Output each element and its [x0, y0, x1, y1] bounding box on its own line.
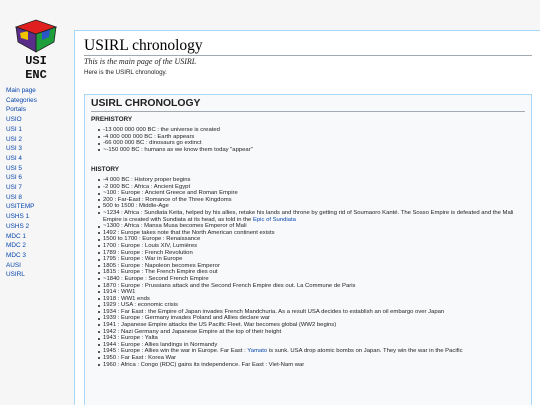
- title-divider: [84, 55, 532, 56]
- history-item: [98, 315, 526, 322]
- history-item-text: 1700 : Europe : Louis XIV, Lumières: [103, 242, 198, 249]
- history-item-text: 1918 : WW1 ends: [103, 295, 150, 302]
- history-item-text: 1914 : WW1: [103, 289, 136, 296]
- history-item: [98, 236, 526, 243]
- history-item-text: 1939 : Europe : Germany invades Poland and Allies declare war: [103, 315, 270, 322]
- sidebar-link[interactable]: USI 2: [6, 135, 22, 143]
- sidebar-link[interactable]: USHS 1: [6, 213, 30, 221]
- history-item-text: 1805 : Europe : Napoleon becomes Emperor: [103, 262, 220, 269]
- history-item-text: 1934 : Far East : the Empire of Japan invades French Mandchuria. As a result USA decides to establish an oil embargo over Japan: [103, 308, 445, 315]
- sidebar-link[interactable]: USITEMP: [6, 203, 35, 211]
- history-item: [98, 256, 526, 263]
- prehistory-item: ~-150 000 BC : humans as we know them today "appear": [98, 147, 526, 154]
- history-item: [98, 283, 526, 290]
- history-item-link[interactable]: Epic of Sundiata: [252, 216, 296, 223]
- history-item: [98, 269, 526, 276]
- history-item-text: 1500 to 1700 : Europe : Renaissance: [103, 236, 201, 243]
- history-item: [98, 309, 526, 316]
- history-item-text: ~1300 : Africa : Mansa Musa becomes Emperor of Mali: [103, 223, 247, 230]
- history-item-text: 500 to 1500 : Middle-Age: [103, 203, 169, 210]
- history-item: [98, 302, 526, 309]
- section-heading-prehistory: PREHISTORY: [91, 116, 133, 123]
- sidebar-link[interactable]: USI 7: [6, 184, 22, 192]
- history-item: [98, 335, 526, 342]
- page-tagline: This is the main page of the USIRL: [84, 57, 197, 66]
- history-list: [98, 177, 526, 368]
- sidebar-link[interactable]: Portals: [6, 106, 26, 114]
- history-item-text: 1943 : Europe : Yalta: [103, 335, 158, 342]
- sidebar-link[interactable]: Categories: [6, 96, 37, 104]
- history-item-text: 1950 : Far East : Korea War: [103, 355, 177, 362]
- sidebar: [0, 0, 74, 405]
- history-item-text-after: is sunk. USA drop atomic bombs on Japan. They win the war in the Pacific: [267, 348, 463, 355]
- sidebar-link[interactable]: USIO: [6, 116, 22, 124]
- history-item-link[interactable]: Yamato: [247, 348, 268, 355]
- sidebar-link[interactable]: MDC 3: [6, 251, 26, 259]
- sidebar-link[interactable]: MDC 1: [6, 232, 26, 240]
- history-item: [98, 203, 526, 210]
- site-logo[interactable]: [6, 18, 66, 82]
- history-item-text: 1789 : Europe : French Revolution: [103, 249, 193, 256]
- history-item-text: ~1840 : Europe : Second French Empire: [103, 275, 209, 282]
- history-item-text: 1870 : Europe : Prussians attack and the Second French Empire dies out. La Commune de Paris: [103, 282, 356, 289]
- history-item: [98, 322, 526, 329]
- history-item: [98, 177, 526, 184]
- history-item: [98, 342, 526, 349]
- history-item: [98, 348, 526, 355]
- history-item: [98, 197, 526, 204]
- history-item: [98, 362, 526, 369]
- history-item: [98, 263, 526, 270]
- history-item: [98, 184, 526, 191]
- logo-text-line2: ENC: [25, 68, 47, 82]
- history-item: [98, 289, 526, 296]
- history-item: [98, 230, 526, 237]
- history-item-text: 1941 : Japanese Empire attacks the US Pacific Fleet. War becomes global (WW2 begins): [103, 322, 337, 329]
- history-item: [98, 250, 526, 257]
- history-item-text: 1492 : Europe takes note that the North American continent exists: [103, 229, 275, 236]
- page-title: USIRL chronology: [84, 37, 203, 54]
- sidebar-link[interactable]: USHS 2: [6, 222, 30, 230]
- history-item-text: 1960 : Africa : Congo (RDC) gains its independence. Far East : Viet-Nam war: [103, 361, 305, 368]
- sidebar-link[interactable]: USIRL: [6, 271, 25, 279]
- cube-logo-icon: [6, 18, 66, 82]
- history-item: [98, 190, 526, 197]
- sidebar-link[interactable]: MDC 2: [6, 242, 26, 250]
- history-item-text: -2 000 BC : Africa : Ancient Egypt: [103, 183, 191, 190]
- content-area: [74, 30, 540, 405]
- history-item-text: ~100 : Europe : Ancient Greece and Roman Empire: [103, 190, 238, 197]
- history-item-text: -4 000 BC : History proper begins: [103, 177, 191, 183]
- history-item-text: 200 : Far-East : Romance of the Three Kingdoms: [103, 196, 232, 203]
- sidebar-link[interactable]: USI 1: [6, 125, 22, 133]
- history-item-text: 1944 : Europe : Allies landings in Normandy: [103, 341, 218, 348]
- history-item-text: 1795 : Europe : War in Europe: [103, 256, 183, 263]
- sidebar-link[interactable]: AUSI: [6, 261, 21, 269]
- prehistory-list: [98, 127, 526, 153]
- history-item-text: 1945 : Europe : Allies win the war in Europe. Far East :: [103, 348, 248, 355]
- history-item: [98, 355, 526, 362]
- history-item-text: 1942 : Nazi Germany and Japanese Empire at the top of their height: [103, 328, 282, 335]
- sidebar-link[interactable]: Main page: [6, 87, 36, 94]
- history-item: [98, 329, 526, 336]
- chronology-title: USIRL CHRONOLOGY: [91, 98, 201, 109]
- logo-text-line1: USI: [25, 54, 47, 68]
- history-item-text: 1815 : Europe : The French Empire dies out: [103, 269, 218, 276]
- chronology-box: [84, 94, 532, 405]
- history-item-text: 1929 : USA : economic crisis: [103, 302, 178, 309]
- prehistory-item: -13 000 000 000 BC : the universe is created: [98, 127, 526, 134]
- sidebar-link[interactable]: USI 5: [6, 164, 22, 172]
- history-item: [98, 223, 526, 230]
- chronology-divider: [91, 111, 525, 112]
- history-item: [98, 243, 526, 250]
- history-item-text: ~1234 : Africa : Sundiata Keita, helped by his allies, retake his lands and throne by getting rid of Soumaoro Kanté. The Sosso Empire is defeated and the Mali Empire is created with Sundiata at its head, as told in the: [103, 209, 514, 223]
- sidebar-link[interactable]: USI 4: [6, 154, 22, 162]
- sidebar-nav: [6, 86, 37, 280]
- history-item: [98, 210, 526, 223]
- history-item: [98, 296, 526, 303]
- prehistory-item: -66 000 000 BC : dinosaurs go extinct: [98, 140, 526, 147]
- section-heading-history: HISTORY: [91, 166, 120, 173]
- sidebar-link[interactable]: USI 6: [6, 174, 22, 182]
- sidebar-link[interactable]: USI 3: [6, 145, 22, 153]
- page-intro: Here is the USIRL chronology.: [84, 69, 167, 76]
- sidebar-link[interactable]: USI 8: [6, 193, 22, 201]
- history-item: [98, 276, 526, 283]
- prehistory-item: -4 000 000 000 BC : Earth appears: [98, 134, 526, 141]
